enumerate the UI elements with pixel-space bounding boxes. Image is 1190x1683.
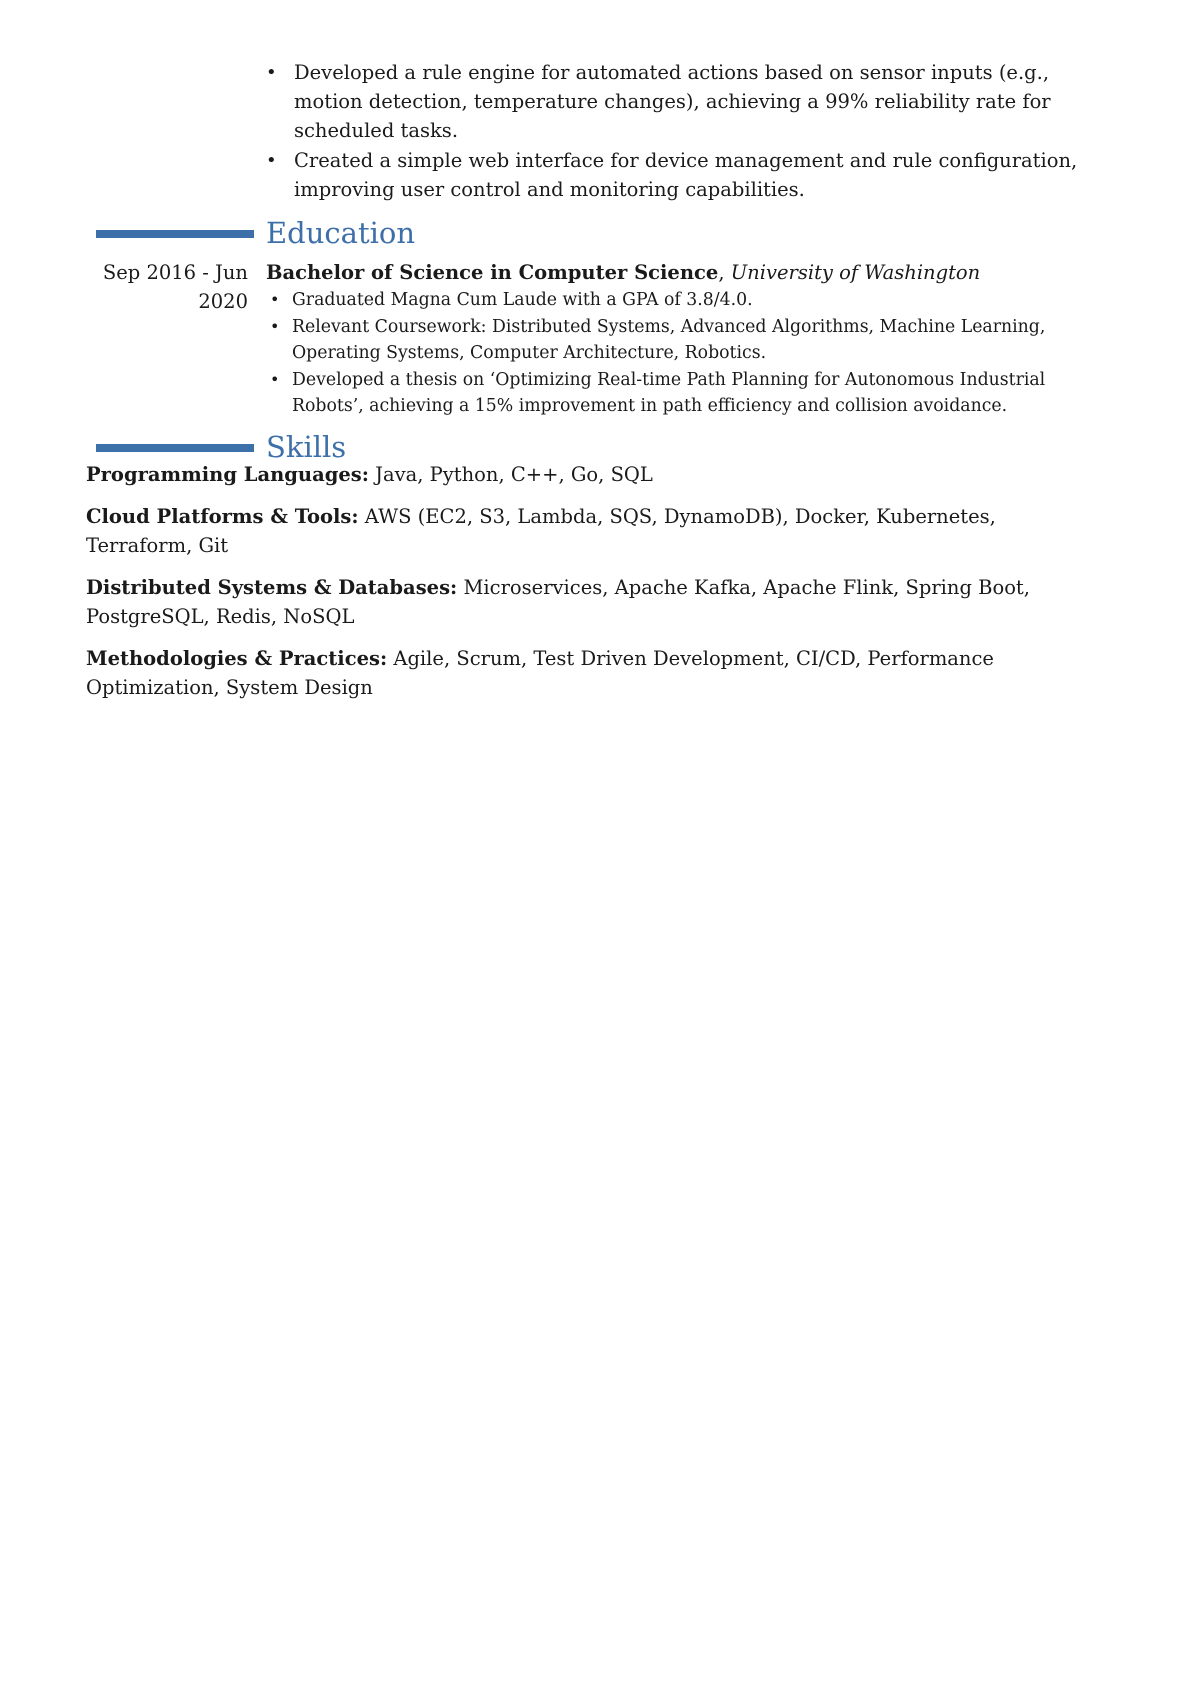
degree-name: Bachelor of Science in Computer Science — [266, 261, 719, 284]
education-bullet: • Relevant Coursework: Distributed Systems, Advanced Algorithms, Machine Learning, Operating Systems, Computer Architecture, Robotics. — [266, 314, 1098, 367]
skill-label: Programming Languages: — [86, 463, 369, 486]
skill-row — [86, 502, 1106, 560]
skill-label: Distributed Systems & Databases: — [86, 576, 458, 599]
education-title-line — [266, 258, 1102, 287]
skill-label: Cloud Platforms & Tools: — [86, 505, 359, 528]
school-name: University of Washington — [730, 261, 981, 284]
skill-row — [86, 644, 1106, 702]
education-bullet: • Developed a thesis on ‘Optimizing Real-time Path Planning for Autonomous Industrial Robots’, achieving a 15% improvement in path efficiency and collision avoidance. — [266, 367, 1098, 420]
skill-row — [86, 460, 1106, 489]
degree-separator: , — [718, 261, 731, 284]
experience-bullet: • Created a simple web interface for device management and rule configuration, improving user control and monitoring capabilities. — [262, 146, 1098, 204]
skill-label: Methodologies & Practices: — [86, 647, 388, 670]
education-section-header — [0, 216, 1190, 256]
experience-bullet: • Developed a rule engine for automated actions based on sensor inputs (e.g., motion detection, temperature changes), achieving a 99% reliability rate for scheduled tasks. — [262, 58, 1098, 145]
skill-value: Microservices, Apache Kafka, Apache Flink, Spring Boot, PostgreSQL, Redis, NoSQL — [86, 576, 1030, 628]
education-date: Sep 2016 - Jun 2020 — [102, 261, 248, 313]
skill-value: Java, Python, C++, Go, SQL — [368, 463, 653, 486]
skill-row — [86, 573, 1106, 631]
skill-value: AWS (EC2, S3, Lambda, SQS, DynamoDB), Docker, Kubernetes, Terraform, Git — [86, 505, 996, 557]
experience-bullets — [262, 58, 1098, 205]
section-accent-bar — [96, 444, 254, 452]
section-accent-bar — [96, 230, 254, 238]
education-bullets — [266, 287, 1098, 420]
skill-value: Agile, Scrum, Test Driven Development, CI/CD, Performance Optimization, System Design — [86, 647, 994, 699]
education-heading: Education — [266, 216, 416, 250]
skills-heading: Skills — [266, 430, 347, 464]
education-bullet: • Graduated Magna Cum Laude with a GPA of 3.8/4.0. — [266, 287, 1098, 314]
skills-list — [86, 460, 1106, 715]
